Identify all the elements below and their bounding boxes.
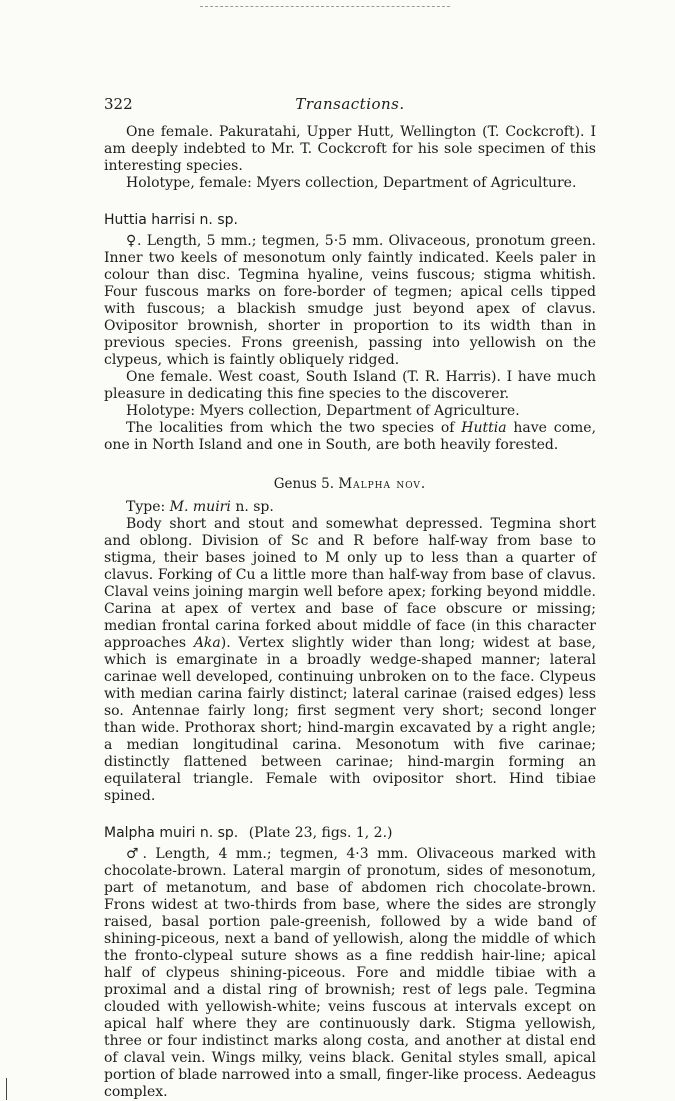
malpha-description: ♂. Length, 4 mm.; tegmen, 4·3 mm. Olivaceous marked with chocolate-brown. Lateral margin of pronotum, sides of mesonotum, part of metanotum, and base of abdomen rich chocolate-brown. Frons widest at two-thirds from base, where the sides are strongly raised, basal portion pale-greenish, followed by a wide band of shining-piceous, next a band of yellowish, along the middle of which the fronto-clypeal suture shows as a fine reddish hair-line; apical half of clypeus shining-piceous. Fore and middle tibiae with a proximal and a distal ring of brownish; rest of legs pale. Tegmina clouded with yellowish-white; veins fuscous at intervals except on apical half where they are continuously dark. Stigma yellowish, three or four indistinct marks along costa, and another at distal end of claval vein. Wings milky, veins black. Genital styles small, apical portion of blade narrowed into a small, finger-like process. Aedeagus complex. [104,846,596,1100]
genus-description-start: Body short and stout and somewhat depressed. Tegmina short and oblong. Division of Sc and R before half-way from base to stigma, their bases joined to M only up to less than a quarter of clavus. Forking of Cu a little more than half-way from base of clavus. Claval veins joining margin well before apex; forking beyond middle. Carina at apex of vertex and base of face obscure or missing; median frontal carina forked about middle of face (in this character approaches [104,516,596,651]
genus-description-end: ). Vertex slightly wider than long; widest at base, which is emarginate in a broadly wedge-shaped manner; lateral carinae well developed, continuing unbroken on to the face. Clypeus with median carina fairly distinct; lateral carinae (raised edges) less so. Antennae fairly long; first segment very short; second longer than wide. Prothorax short; hind-margin excavated by a right angle; a median longitudinal carina. Mesonotum with five carinae; distinctly flattened between carinae; hind-margin forming an equilateral triangle. Female with ovipositor short. Hind tibiae spined. [104,635,596,804]
genus-type-label: Type: [126,499,166,515]
genus-prefix: Genus 5. [273,476,335,492]
huttia-holotype: Holotype: Myers collection, Department of Agriculture. [126,403,520,419]
running-head [104,96,596,118]
genus-description [104,516,596,805]
running-title: Transactions. [295,95,405,113]
genus-heading [104,476,596,493]
malpha-heading-name: Malpha muiri n. sp. [104,825,239,841]
genus-name: Malpha nov. [338,476,427,492]
malpha-plate-ref: (Plate 23, figs. 1, 2.) [248,825,393,841]
genus-type [104,499,596,516]
malpha-heading [104,825,596,842]
huttia-heading: Huttia harrisi n. sp. [104,212,238,228]
page-number: 322 [104,95,133,113]
huttia-locality: One female. West coast, South Island (T. R. Harris). I have much pleasure in dedicating this fine species to the discoverer. [104,369,596,402]
huttia-note-genus: Huttia [461,420,507,436]
genus-description-genus: Aka [193,635,221,651]
genus-type-species: M. muiri [169,499,231,515]
huttia-note-end: have come, one in North Island and one in South, are both heavily forested. [104,420,597,453]
page-body [104,96,596,1101]
huttia-description: ♀. Length, 5 mm.; tegmen, 5·5 mm. Olivaceous, pronotum green. Inner two keels of mesonotum only faintly indicated. Keels paler in colour than disc. Tegmina hyaline, veins fuscous; stigma whitish. Four fuscous marks on fore-border of tegmen; apical cells tipped with fuscous; a blackish smudge just beyond apex of clavus. Ovipositor brownish, shorter in proportion to its width than in previous species. Frons greenish, passing into yellowish on the clypeus, which is faintly obliquely ridged. [104,233,596,368]
scan-margin-mark [6,1078,7,1100]
scan-top-rule [200,6,450,7]
intro-holotype: Holotype, female: Myers collection, Department of Agriculture. [126,175,577,191]
intro-paragraph: One female. Pakuratahi, Upper Hutt, Wellington (T. Cockcroft). I am deeply indebted to Mr. T. Cockcroft for his sole specimen of this interesting species. [104,124,596,174]
huttia-note [104,420,596,454]
huttia-note-start: The localities from which the two species of [126,420,455,436]
genus-type-suffix: n. sp. [235,499,274,515]
